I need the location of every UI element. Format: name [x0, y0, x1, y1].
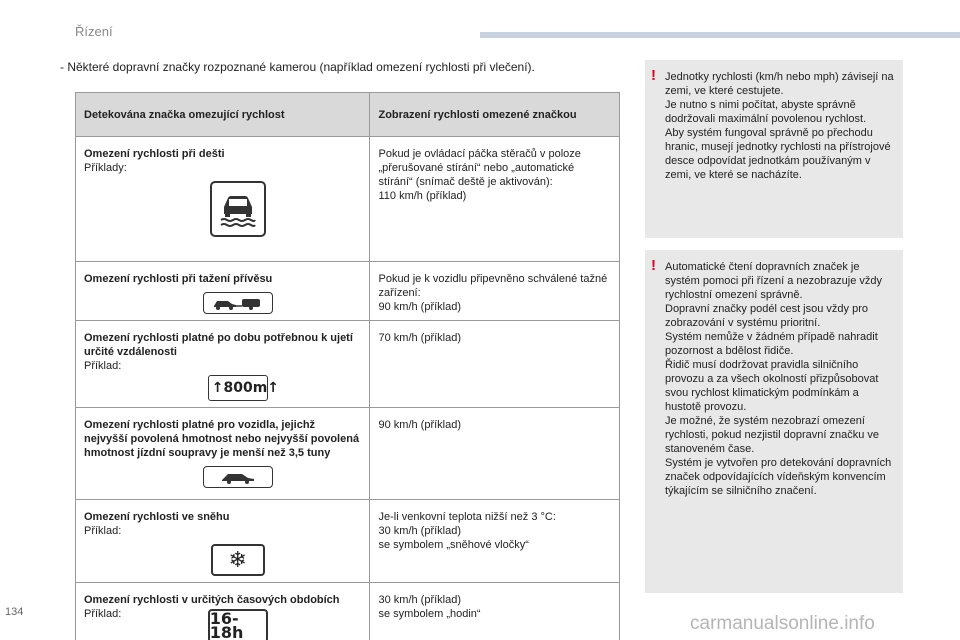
sign-table [75, 92, 620, 640]
table-row [76, 137, 620, 262]
row-title: Omezení rychlosti v určitých časových obdobích [84, 594, 340, 606]
page-number: 134 [5, 606, 24, 618]
watermark: carmanualsonline.info [690, 613, 875, 634]
warning-icon: ! [651, 257, 656, 274]
row-title: Omezení rychlosti platné po dobu potřebnou k ujetí určité vzdálenosti [84, 332, 353, 358]
row-example-label: Příklad: [84, 608, 122, 620]
table-row [76, 583, 620, 640]
arrow-up-icon: ↑ [211, 380, 224, 396]
distance-icon [208, 375, 280, 401]
table-header-detected: Detekována značka omezující rychlost [76, 93, 370, 137]
distance-value: 800m [223, 380, 268, 396]
row-title: Omezení rychlosti při tažení přívěsu [84, 273, 273, 285]
car-trailer-icon [203, 292, 273, 314]
row-display-text: Pokud je k vozidlu připevněno schválené tažné zařízení: 90 km/h (příklad) [378, 273, 608, 313]
table-cell [370, 137, 620, 262]
arrow-up-icon: ↑ [267, 380, 280, 396]
table-cell [370, 583, 620, 640]
row-example-label: Příklad: [84, 525, 122, 537]
car-rain-icon [210, 181, 266, 237]
row-display-text: Pokud je ovládací páčka stěračů v poloze „přerušované stírání“ nebo „automatické stírání“ (snímač deště je aktivován): 110 km/h (příklad) [378, 148, 581, 202]
row-title: Omezení rychlosti platné pro vozidla, jejichž nejvyšší povolená hmotnost nebo nejvyšší povolená hmotnost jízdní soupravy je menší než 3,5 tuny [84, 419, 360, 459]
table-cell [76, 321, 370, 408]
row-example-label: Příklady: [84, 162, 127, 174]
time-period-icon: 16-18h [208, 609, 268, 640]
header-bar [480, 32, 960, 38]
row-display-text: 70 km/h (příklad) [378, 332, 462, 344]
table-header-display: Zobrazení rychlosti omezené značkou [370, 93, 620, 137]
row-title: Omezení rychlosti ve sněhu [84, 511, 230, 523]
row-display-text: 30 km/h (příklad) se symbolem „hodin“ [378, 594, 481, 620]
table-cell [76, 262, 370, 321]
row-example-label: Příklad: [84, 360, 122, 372]
table-cell [370, 321, 620, 408]
warning-note-system [645, 250, 903, 593]
table-row [76, 262, 620, 321]
section-title: Řízení [75, 24, 113, 39]
table-cell [76, 500, 370, 583]
row-display-text: 90 km/h (příklad) [378, 419, 462, 431]
warning-note-text: Jednotky rychlosti (km/h nebo mph) závisejí na zemi, ve které cestujete. Je nutno s nimi počítat, abyste správně dodržovali maximální povolenou rychlost. Aby systém fungoval správně po přechodu hranic, musejí jednotky rychlosti na přístrojové desce odpovídat jednotkám používaným v zemi, ve které se nacházíte. [665, 71, 894, 181]
warning-icon: ! [651, 67, 656, 84]
table-cell [76, 137, 370, 262]
table-cell [76, 583, 370, 640]
car-icon [203, 466, 273, 488]
row-display-text: Je-li venkovní teplota nižší než 3 °C: 30 km/h (příklad) se symbolem „sněhové vločky“ [378, 511, 556, 551]
table-cell [76, 408, 370, 500]
warning-note-units [645, 60, 903, 238]
table-row [76, 500, 620, 583]
table-cell [370, 408, 620, 500]
snowflake-icon: ❄ [211, 544, 265, 576]
table-cell [370, 262, 620, 321]
row-title: Omezení rychlosti při dešti [84, 148, 225, 160]
table-cell [370, 500, 620, 583]
warning-note-text: Automatické čtení dopravních značek je systém pomoci při řízení a nezobrazuje vždy rychlostní omezení správně. Dopravní značky podél cest jsou vždy pro zobrazování v systému prioritní. Systém nemůže v žádném případě nahradit pozornost a bdělost řidiče. Řidič musí dodržovat pravidla silničního provozu a za všech okolností přizpůsobovat svou rychlost klimatickým podmínkám a hustotě provozu. Je možné, že systém nezobrazí omezení rychlosti, pokud nezjistil dopravní značku ve stanoveném čase. Systém je vytvořen pro detekování dopravních značek odpovídajících vídeňským konvencím týkajícím se silničního značení. [665, 261, 892, 497]
table-row [76, 408, 620, 500]
intro-text: - Některé dopravní značky rozpoznané kamerou (například omezení rychlosti při vlečení). [60, 60, 535, 74]
table-row [76, 321, 620, 408]
table-header-row [76, 93, 620, 137]
